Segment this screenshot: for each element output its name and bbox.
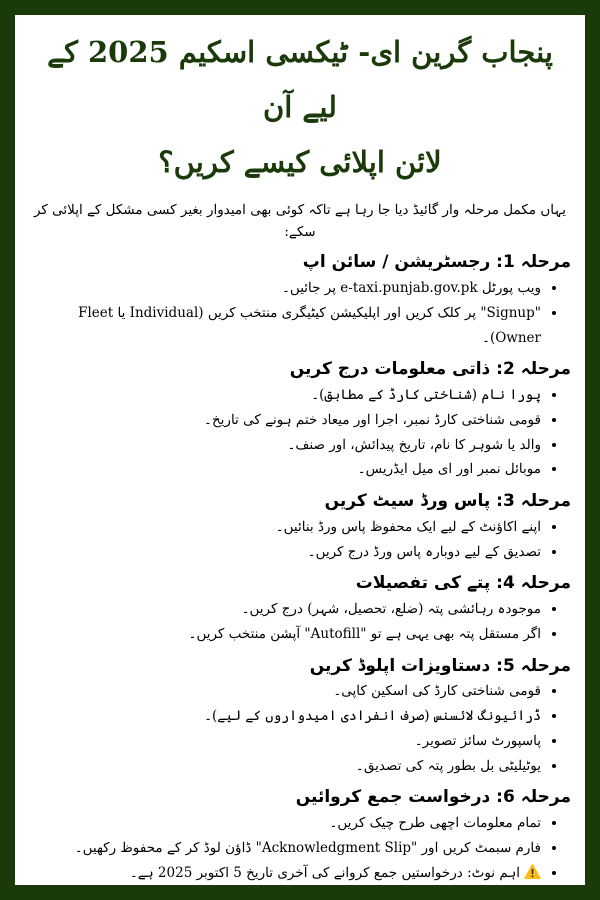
- bullet-list: [29, 515, 571, 565]
- section-heading: مرحلہ 1: رجسٹریشن / سائن اپ: [302, 252, 571, 273]
- bullet-item: • تصدیق کے لیے دوبارہ پاس ورڈ درج کریں۔: [35, 540, 541, 565]
- bullet-list: [29, 383, 571, 483]
- bullet-item: • "Signup" پر کلک کریں اور اپلیکیشن کیٹیگری منتخب کریں (Individual یا Fleet Owner)۔: [35, 301, 541, 351]
- bullet-list: [29, 679, 571, 779]
- bullet-list: [29, 811, 571, 885]
- intro-text: یہاں مکمل مرحلہ وار گائیڈ دیا جا رہا ہے تاکہ کوئی بھی امیدوار بغیر کسی مشکل کے اپلائی کر سکے:: [33, 202, 567, 240]
- warning-icon: [524, 864, 541, 879]
- step-section: [29, 786, 571, 885]
- bullet-item: • ڈرائیونگ لائسنس (صرف انفرادی امیدواروں کے لیے)۔: [35, 704, 541, 729]
- step-section: [29, 490, 571, 564]
- bullet-item: • موجودہ رہائشی پتہ (ضلع، تحصیل، شہر) درج کریں۔: [35, 597, 541, 622]
- bullet-item: • فارم سبمٹ کریں اور "Acknowledgment Slip" ڈاؤن لوڈ کر کے محفوظ رکھیں۔: [35, 836, 541, 861]
- bullet-item: • اگر مستقل پتہ بھی یہی ہے تو "Autofill" آپشن منتخب کریں۔: [35, 622, 541, 647]
- bullet-item: • والد یا شوہر کا نام، تاریخ پیدائش، اور صنف۔: [35, 433, 541, 458]
- step-section: [29, 251, 571, 350]
- step-section: [29, 358, 571, 482]
- title-line-2: لائن اپلائی کیسے کریں؟: [158, 145, 442, 180]
- bullet-item: • اہم نوٹ: درخواستیں جمع کروانے کی آخری تاریخ 5 اکتوبر 2025 ہے۔: [35, 861, 541, 886]
- bullet-item: • قومی شناختی کارڈ کی اسکین کاپی۔: [35, 679, 541, 704]
- section-heading: مرحلہ 4: پتے کی تفصیلات: [355, 573, 571, 594]
- sections-container: [29, 251, 571, 885]
- bullet-item: • ویب پورٹل e-taxi.punjab.gov.pk پر جائیں۔: [35, 276, 541, 301]
- title-line-1: پنجاب گرین ای- ٹیکسی اسکیم 2025 کے لیے آن: [47, 35, 553, 125]
- bullet-list: [29, 276, 571, 351]
- bullet-item: • قومی شناختی کارڈ نمبر، اجرا اور میعاد ختم ہونے کی تاریخ۔: [35, 408, 541, 433]
- bullet-item: • پورا نام (شناختی کارڈ کے مطابق)۔: [35, 383, 541, 408]
- document-title: [29, 25, 571, 190]
- step-section: [29, 572, 571, 646]
- bullet-list: [29, 597, 571, 647]
- step-section: [29, 655, 571, 779]
- section-heading: مرحلہ 5: دستاویزات اپلوڈ کریں: [309, 655, 571, 676]
- section-heading: مرحلہ 3: پاس ورڈ سیٹ کریں: [324, 491, 571, 512]
- bullet-item: • اپنے اکاؤنٹ کے لیے ایک محفوظ پاس ورڈ بنائیں۔: [35, 515, 541, 540]
- section-heading: مرحلہ 2: ذاتی معلومات درج کریں: [289, 359, 571, 380]
- document-sheet: [15, 15, 585, 885]
- section-heading: مرحلہ 6: درخواست جمع کروائیں: [295, 787, 571, 808]
- bullet-item: • موبائل نمبر اور ای میل ایڈریس۔: [35, 457, 541, 482]
- bullet-item: • پاسپورٹ سائز تصویر۔: [35, 729, 541, 754]
- bullet-item: • یوٹیلیٹی بل بطور پتہ کی تصدیق۔: [35, 754, 541, 779]
- bullet-item: • تمام معلومات اچھی طرح چیک کریں۔: [35, 811, 541, 836]
